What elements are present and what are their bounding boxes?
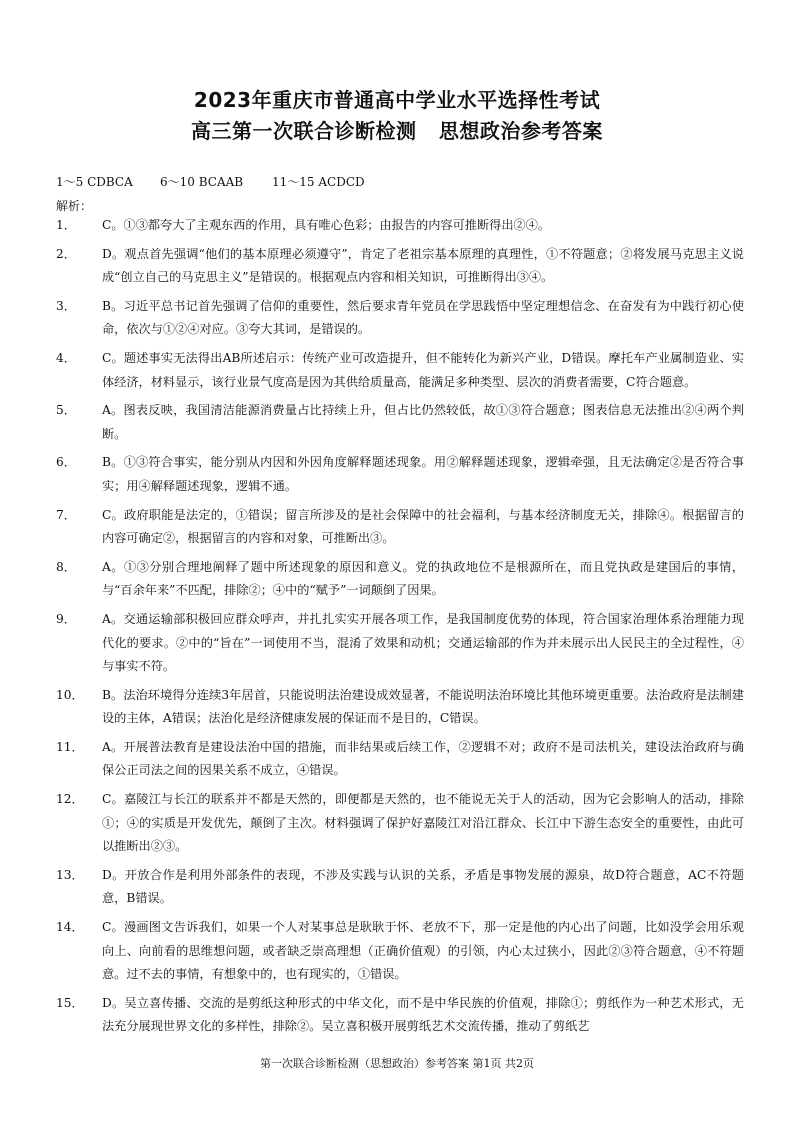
item-number: 11． — [56, 739, 84, 754]
item-number: 13． — [56, 867, 84, 882]
item-explanation: B。法治环境得分连续3年居首，只能说明法治建设成效显著，不能说明法治环境比其他环境更重要。法治政府是法制建设的主体，A错误；法治化是经济健康发展的保证而不是目的，C错误。 — [102, 687, 744, 726]
item-number: 1． — [56, 218, 76, 232]
item-number: 4． — [56, 350, 76, 365]
item-number: 8． — [56, 559, 76, 574]
answer-key-6-10: 6～10 BCAAB — [160, 175, 244, 189]
item-number: 7． — [56, 507, 76, 522]
page-title: 2023年重庆市普通高中学业水平选择性考试 — [193, 88, 601, 112]
item-explanation: D。吴立喜传播、交流的是剪纸这种形式的中华文化，而不是中华民族的价值观，排除①；剪纸作为一种艺术形式，无法充分展现世界文化的多样性，排除②。吴立喜积极开展剪纸艺术交流传播，推动了剪纸艺 — [102, 995, 744, 1034]
item-number: 14． — [56, 920, 84, 935]
item-number: 12． — [56, 792, 84, 807]
analysis-item — [56, 347, 744, 394]
answer-key-1-5: 1～5 CDBCA — [56, 175, 133, 189]
analysis-heading: 解析： — [56, 199, 93, 213]
analysis-item — [56, 916, 744, 987]
analysis-item — [56, 295, 744, 342]
item-number: 3． — [56, 298, 76, 313]
item-explanation: A。图表反映，我国清洁能源消费量占比持续上升，但占比仍然较低，故①③符合题意；图表信息无法推出②④两个判断。 — [102, 403, 744, 441]
analysis-list — [56, 214, 744, 1044]
answer-key-11-15: 11～15 ACDCD — [272, 175, 365, 189]
item-explanation: A。①③分别合理地阐释了题中所述现象的原因和意义。党的执政地位不是根源所在，而且党执政是建国后的事情，与“百余年来”不匹配，排除②；④中的“赋予”一词颠倒了因果。 — [102, 559, 744, 598]
item-number: 15． — [56, 995, 84, 1010]
item-explanation: A。开展普法教育是建设法治中国的措施，而非结果或后续工作，②逻辑不对；政府不是司法机关，建设法治政府与确保公正司法之间的因果关系不成立，④错误。 — [102, 739, 744, 778]
analysis-item — [56, 399, 744, 446]
analysis-item — [56, 608, 744, 679]
analysis-item — [56, 214, 744, 238]
analysis-item — [56, 243, 744, 290]
item-number: 2． — [56, 246, 76, 261]
analysis-item — [56, 684, 744, 731]
item-number: 6． — [56, 455, 76, 470]
analysis-item — [56, 864, 744, 911]
page-subtitle: 高三第一次联合诊断检测 思想政治参考答案 — [191, 119, 603, 143]
analysis-item — [56, 992, 744, 1039]
item-explanation: B。①③符合事实，能分别从内因和外因角度解释题述现象。用②解释题述现象，逻辑牵强，且无法确定②是否符合事实；用④解释题述现象，逻辑不通。 — [102, 455, 744, 493]
item-number: 9． — [56, 611, 76, 626]
item-explanation: C。题述事实无法得出AB所述启示：传统产业可改造提升，但不能转化为新兴产业，D错误。摩托车产业属制造业、实体经济，材料显示，该行业景气度高是因为其供给质量高，能满足多种类型、层次的消费者需要，C符合题意。 — [102, 350, 744, 389]
item-explanation: D。观点首先强调“他们的基本原理必须遵守”，肯定了老祖宗基本原理的真理性，①不符题意；②将发展马克思主义说成“创立自己的马克思主义”是错误的。根据观点内容和相关知识，可推断得出③④。 — [102, 246, 744, 285]
analysis-item — [56, 788, 744, 859]
item-explanation: C。①③都夸大了主观东西的作用，具有唯心色彩；由报告的内容可推断得出②④。 — [102, 218, 551, 232]
analysis-item — [56, 451, 744, 498]
item-number: 5． — [56, 403, 76, 418]
item-explanation: C。嘉陵江与长江的联系并不都是天然的，即便都是天然的，也不能说无关于人的活动，因为它会影响人的活动，排除①；④的实质是开发优先，颠倒了主次。材料强调了保护好嘉陵江对沿江群众、长江中下游生态安全的重要性，由此可以推断出②③。 — [102, 792, 744, 854]
item-explanation: D。开放合作是利用外部条件的表现，不涉及实践与认识的关系，矛盾是事物发展的源泉，故D符合题意，AC不符题意，B错误。 — [102, 867, 744, 906]
analysis-item — [56, 736, 744, 783]
analysis-item — [56, 556, 744, 603]
item-explanation: B。习近平总书记首先强调了信仰的重要性，然后要求青年党员在学思践悟中坚定理想信念、在奋发有为中践行初心使命，依次与①②④对应。③夸大其词，是错误的。 — [102, 298, 744, 337]
item-number: 10． — [56, 687, 84, 702]
item-explanation: C。漫画图文告诉我们，如果一个人对某事总是耿耿于怀、老放不下，那一定是他的内心出了问题，比如没学会用乐观向上、向前看的思维想问题，或者缺乏崇高理想（正确价值观）的引领，内心太过狭小，因此②③符合题意，④不符题意。过不去的事情，有想象中的，也有现实的，①错误。 — [102, 920, 744, 982]
page-footer: 第一次联合诊断检测（思想政治）参考答案 第1页 共2页 — [260, 1057, 534, 1070]
item-explanation: A。交通运输部积极回应群众呼声，并扎扎实实开展各项工作，是我国制度优势的体现，符合国家治理体系治理能力现代化的要求。②中的“旨在”一词使用不当，混淆了效果和动机；交通运输部的作为并未展示出人民民主的全过程性，④与事实不符。 — [102, 611, 744, 674]
analysis-item — [56, 504, 744, 551]
item-explanation: C。政府职能是法定的，①错误；留言所涉及的是社会保障中的社会福利，与基本经济制度无关，排除④。根据留言的内容可确定②，根据留言的内容和对象，可推断出③。 — [102, 507, 744, 546]
